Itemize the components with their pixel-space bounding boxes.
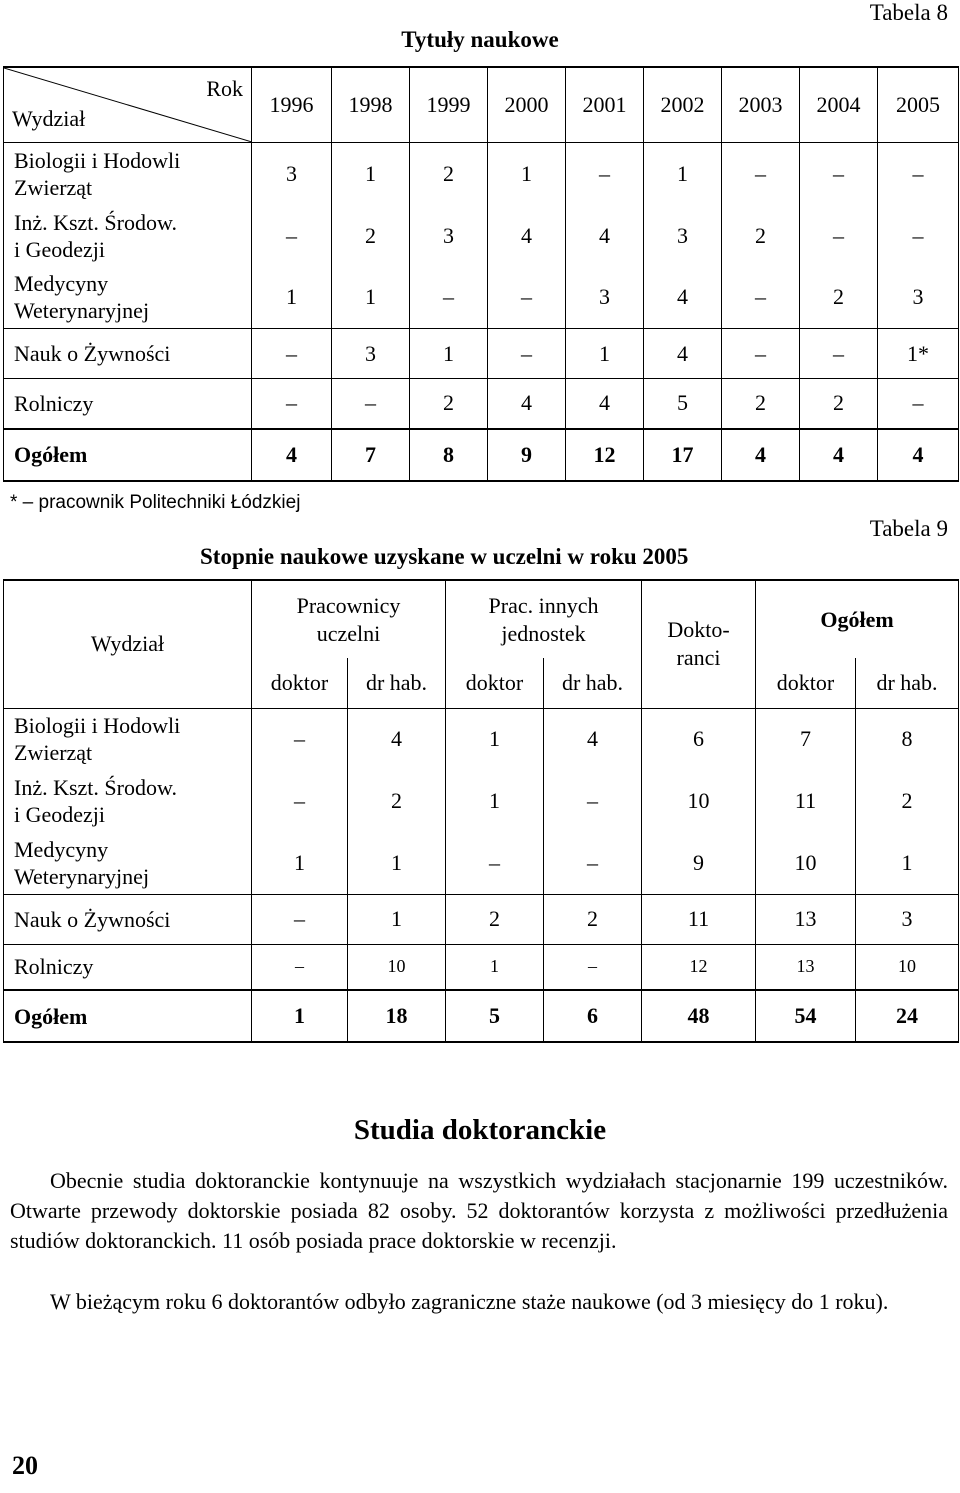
value-cell: 3: [566, 267, 644, 329]
value-cell: –: [544, 944, 642, 990]
value-cell: 1: [488, 143, 566, 205]
value-cell: –: [252, 379, 332, 429]
table9-group-ogolem: Ogółem: [756, 580, 959, 658]
faculty-line: Medycyny: [14, 836, 109, 862]
value-cell: 3: [644, 205, 722, 267]
value-cell: 4: [566, 379, 644, 429]
group-line: uczelni: [316, 620, 381, 646]
table-row: [4, 267, 959, 329]
value-cell: 8: [856, 708, 959, 770]
value-cell: 2: [446, 894, 544, 944]
value-cell: 2: [410, 143, 488, 205]
table9-col-wydzial: Wydział: [4, 580, 252, 708]
table-row: [4, 329, 959, 379]
total-cell: 4: [252, 429, 332, 481]
value-cell: 10: [856, 944, 959, 990]
value-cell: 3: [878, 267, 959, 329]
value-cell: 1: [348, 832, 446, 894]
value-cell: –: [410, 267, 488, 329]
value-cell: 10: [348, 944, 446, 990]
value-cell: 4: [566, 205, 644, 267]
value-cell: 2: [722, 205, 800, 267]
value-cell: 2: [544, 894, 642, 944]
table8-corner-rok: Rok: [206, 76, 243, 101]
faculty-cell: [4, 143, 252, 205]
value-cell: –: [332, 379, 410, 429]
value-cell: 6: [642, 708, 756, 770]
value-cell: –: [722, 143, 800, 205]
value-cell: 1*: [878, 329, 959, 379]
section-heading: Studia doktoranckie: [353, 1114, 607, 1146]
value-cell: 13: [756, 944, 856, 990]
group-line: Pracownicy: [296, 592, 401, 618]
faculty-line: Inż. Kszt. Środow.: [14, 209, 177, 235]
value-cell: 3: [410, 205, 488, 267]
table8-corner-cell: [4, 67, 252, 143]
section-paragraph-1: Obecnie studia doktoranckie kontynuuje na wszystkich wydziałach stacjonarnie 199 uczestników. Otwarte przewody doktorskie posiada 82 osoby. 52 doktorantów korzysta z możliwości przedłużenia studiów doktoranckich. 11 osób posiada prace doktorskie w recenzji.: [10, 1168, 948, 1253]
total-label: Ogółem: [4, 990, 252, 1042]
table-total-row: [4, 990, 959, 1042]
table8-corner-wydzial: Wydział: [12, 106, 86, 131]
value-cell: 1: [410, 329, 488, 379]
table9-sub-doktor: doktor: [756, 658, 856, 708]
value-cell: 1: [348, 894, 446, 944]
value-cell: 13: [756, 894, 856, 944]
table-row: [4, 894, 959, 944]
value-cell: 1: [566, 329, 644, 379]
table9-sub-doktor: doktor: [446, 658, 544, 708]
value-cell: –: [488, 267, 566, 329]
table8-footnote: * – pracownik Politechniki Łódzkiej: [10, 492, 301, 513]
value-cell: –: [252, 708, 348, 770]
table9-caption: Tabela 9: [869, 516, 948, 541]
faculty-cell: [4, 770, 252, 832]
group-line: Dokto-: [667, 617, 730, 643]
value-cell: –: [878, 143, 959, 205]
group-line: Prac. innych: [488, 592, 599, 618]
total-cell: 7: [332, 429, 410, 481]
table-row: [4, 379, 959, 429]
table8-year: 2002: [644, 67, 722, 143]
value-cell: 3: [856, 894, 959, 944]
value-cell: –: [252, 894, 348, 944]
value-cell: –: [252, 770, 348, 832]
value-cell: –: [252, 944, 348, 990]
value-cell: –: [252, 329, 332, 379]
faculty-line: Inż. Kszt. Środow.: [14, 775, 177, 800]
faculty-cell: [4, 205, 252, 267]
value-cell: –: [800, 205, 878, 267]
value-cell: 10: [642, 770, 756, 832]
table9-sub-doktor: doktor: [252, 658, 348, 708]
value-cell: 2: [722, 379, 800, 429]
table9-title: Stopnie naukowe uzyskane w uczelni w roku 2005: [200, 544, 689, 569]
table8-year: 1996: [252, 67, 332, 143]
section-paragraph-2: W bieżącym roku 6 doktorantów odbyło zagraniczne staże naukowe (od 3 miesięcy do 1 roku).: [50, 1289, 889, 1314]
value-cell: 1: [856, 832, 959, 894]
faculty-line: Zwierząt: [14, 740, 93, 766]
faculty-line: Biologii i Hodowli: [14, 147, 181, 173]
table9: [3, 579, 959, 1043]
value-cell: 1: [252, 832, 348, 894]
value-cell: 4: [644, 329, 722, 379]
table-row: [4, 708, 959, 770]
value-cell: –: [800, 329, 878, 379]
table8: [3, 66, 959, 482]
total-cell: 4: [800, 429, 878, 481]
value-cell: 2: [800, 267, 878, 329]
value-cell: 12: [642, 944, 756, 990]
value-cell: 4: [488, 205, 566, 267]
faculty-line: Medycyny: [14, 271, 109, 297]
table8-title: Tytuły naukowe: [401, 27, 559, 52]
value-cell: 1: [446, 708, 544, 770]
faculty-line: i Geodezji: [14, 236, 106, 262]
value-cell: 2: [856, 770, 959, 832]
table-row: [4, 205, 959, 267]
value-cell: –: [722, 329, 800, 379]
value-cell: 9: [642, 832, 756, 894]
group-line: ranci: [676, 645, 721, 671]
table8-year: 2003: [722, 67, 800, 143]
group-line: jednostek: [501, 620, 586, 646]
value-cell: 11: [642, 894, 756, 944]
value-cell: –: [252, 205, 332, 267]
value-cell: –: [544, 832, 642, 894]
table9-group-pracownicy: [252, 580, 446, 658]
value-cell: 1: [332, 267, 410, 329]
table8-year: 1999: [410, 67, 488, 143]
value-cell: 11: [756, 770, 856, 832]
table9-sub-drhab: dr hab.: [348, 658, 446, 708]
table8-year: 2004: [800, 67, 878, 143]
total-cell: 6: [544, 990, 642, 1042]
value-cell: –: [544, 770, 642, 832]
table-row: [4, 832, 959, 894]
faculty-cell: Nauk o Żywności: [4, 329, 252, 379]
faculty-line: Weterynaryjnej: [14, 298, 150, 324]
table-row: [4, 770, 959, 832]
value-cell: 10: [756, 832, 856, 894]
table8-year: 2001: [566, 67, 644, 143]
faculty-line: Weterynaryjnej: [14, 863, 150, 889]
value-cell: –: [488, 329, 566, 379]
table8-year: 2005: [878, 67, 959, 143]
faculty-cell: [4, 267, 252, 329]
table8-caption: Tabela 8: [869, 0, 948, 25]
value-cell: –: [878, 205, 959, 267]
total-cell: 48: [642, 990, 756, 1042]
table8-year: 2000: [488, 67, 566, 143]
table9-sub-drhab: dr hab.: [544, 658, 642, 708]
value-cell: 1: [332, 143, 410, 205]
value-cell: 1: [252, 267, 332, 329]
value-cell: 2: [800, 379, 878, 429]
total-cell: 18: [348, 990, 446, 1042]
page-number: 20: [12, 1451, 38, 1480]
total-cell: 4: [878, 429, 959, 481]
value-cell: 1: [446, 770, 544, 832]
value-cell: 2: [410, 379, 488, 429]
value-cell: 5: [644, 379, 722, 429]
table9-sub-drhab: dr hab.: [856, 658, 959, 708]
value-cell: 4: [644, 267, 722, 329]
value-cell: –: [722, 267, 800, 329]
value-cell: 3: [332, 329, 410, 379]
value-cell: –: [878, 379, 959, 429]
table9-group-doktoranci: [642, 580, 756, 708]
table8-year: 1998: [332, 67, 410, 143]
value-cell: –: [800, 143, 878, 205]
faculty-cell: Nauk o Żywności: [4, 894, 252, 944]
value-cell: 1: [446, 944, 544, 990]
total-cell: 9: [488, 429, 566, 481]
total-cell: 4: [722, 429, 800, 481]
value-cell: 2: [332, 205, 410, 267]
faculty-cell: Rolniczy: [4, 379, 252, 429]
value-cell: –: [566, 143, 644, 205]
total-label: Ogółem: [4, 429, 252, 481]
value-cell: 3: [252, 143, 332, 205]
faculty-cell: [4, 832, 252, 894]
value-cell: 4: [544, 708, 642, 770]
table-total-row: [4, 429, 959, 481]
total-cell: 12: [566, 429, 644, 481]
value-cell: –: [446, 832, 544, 894]
table9-group-prac-innych: [446, 580, 642, 658]
total-cell: 24: [856, 990, 959, 1042]
total-cell: 5: [446, 990, 544, 1042]
total-cell: 17: [644, 429, 722, 481]
table-row: [4, 143, 959, 205]
total-cell: 8: [410, 429, 488, 481]
total-cell: 1: [252, 990, 348, 1042]
faculty-cell: Rolniczy: [4, 944, 252, 990]
faculty-cell: [4, 708, 252, 770]
table-row: [4, 944, 959, 990]
value-cell: 1: [644, 143, 722, 205]
value-cell: 4: [348, 708, 446, 770]
faculty-line: Biologii i Hodowli: [14, 713, 181, 739]
value-cell: 4: [488, 379, 566, 429]
value-cell: 2: [348, 770, 446, 832]
value-cell: 7: [756, 708, 856, 770]
faculty-line: i Geodezji: [14, 802, 106, 827]
faculty-line: Zwierząt: [14, 174, 93, 200]
total-cell: 54: [756, 990, 856, 1042]
